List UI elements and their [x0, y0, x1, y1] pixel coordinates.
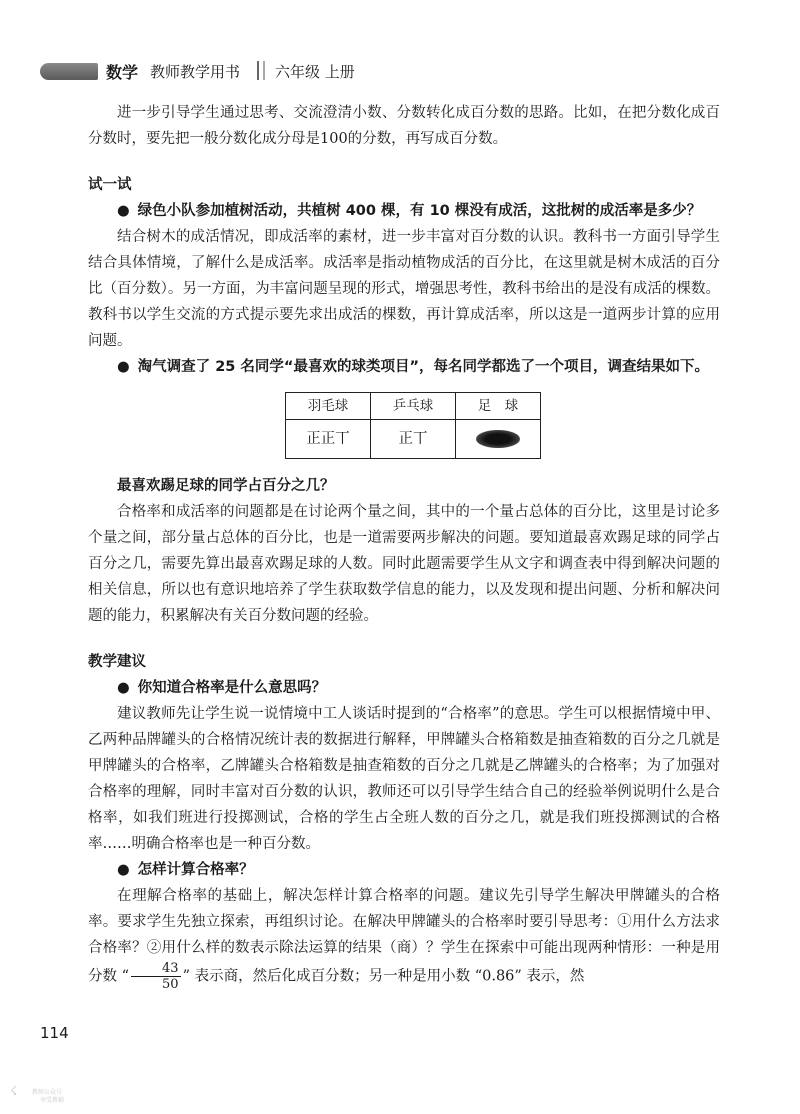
watermark-logo: ☇ 教师公众号 享受教辅: [10, 1084, 65, 1104]
advice-question-1-explanation: 建议教师先让学生说一说情境中工人谈话时提到的“合格率”的意思。学生可以根据情境中甲、乙两种品牌罐头的合格情况统计表的数据进行解释，甲牌罐头合格箱数是抽查箱数的百分之几就是甲牌罐头的合格率，乙牌罐头合格箱数是抽查箱数的百分之几就是乙牌罐头的合格率；为了加强对合格率的理解，同时丰富对百分数的认识，教师还可以引导学生结合自己的经验举例说明什么是合格率，如我们班进行投掷测试，合格的学生占全班人数的百分之几，就是我们班投掷测试的合格率……明确合格率也是一种百分数。: [88, 706, 720, 852]
try-question-2-explanation: 合格率和成活率的问题都是在讨论两个量之间，其中的一个量占总体的百分比，这里是讨论多个量之间，部分量占总体的百分比，也是一道需要两步解决的问题。要知道最喜欢踢足球的同学占百分之几，需要先算出最喜欢踢足球的人数。同时此题需要学生从文字和调查表中得到解决问题的相关信息，所以也有意识地培养了学生获取数学信息的能力，以及发现和提出问题、分析和解决问题的能力，积累解决有关百分数问题的经验。: [88, 504, 720, 624]
try-subquestion: 最喜欢踢足球的同学占百分之几？: [117, 478, 335, 494]
survey-header-pingpong: 乒乓球: [371, 393, 456, 420]
bullet-icon: ●: [117, 359, 130, 375]
header-grade: 六年级 上册: [275, 63, 355, 81]
page-content: [88, 100, 720, 992]
header-subject: 数学: [106, 63, 139, 82]
advice-question-1: [88, 675, 720, 701]
header-tab-decoration: [40, 63, 98, 80]
survey-header-football: 足 球: [456, 393, 541, 420]
advice-question-2-explanation: [88, 883, 720, 992]
survey-value-football: [456, 420, 541, 459]
survey-table-value-row: [286, 420, 541, 459]
header-separator: [257, 61, 265, 80]
try-section-title: 试一试: [88, 177, 132, 193]
try-question-2: [88, 354, 720, 380]
bullet-icon: ●: [117, 862, 130, 878]
running-header: [0, 56, 800, 86]
survey-value-pingpong: 正丅: [371, 420, 456, 459]
fraction-43-50: [131, 961, 181, 992]
header-book-title: 教师教学用书: [150, 63, 241, 81]
advice-question-1-text: 你知道合格率是什么意思吗？: [137, 680, 327, 696]
try-question-1-explanation: 结合树木的成活情况，即成活率的素材，进一步丰富对百分数的认识。教科书一方面引导学生结合具体情境，了解什么是成活率。成活率是指动植物成活的百分比，在这里就是树木成活的百分比（百分数）。另一方面，为丰富问题呈现的形式，增强思考性，教科书给出的是没有成活的棵数。教科书以学生交流的方式提示要先求出成活的棵数，再计算成活率，所以这是一道两步计算的应用问题。: [88, 229, 720, 349]
page-number: 114: [40, 1024, 69, 1042]
advice-section-title: 教学建议: [88, 654, 146, 670]
bullet-icon: ●: [117, 203, 130, 219]
ink-blot-obscured-value: [476, 430, 520, 448]
survey-table: [285, 392, 541, 459]
try-question-1: [88, 198, 720, 224]
survey-table-header-row: [286, 393, 541, 420]
fraction-denominator: 50: [162, 977, 179, 992]
survey-value-badminton: 正正丅: [286, 420, 371, 459]
try-question-2-text: 淘气调查了 25 名同学“最喜欢的球类项目”，每名同学都选了一个项目，调查结果如下。: [137, 359, 709, 375]
fraction-numerator: 43: [131, 961, 181, 977]
advice-question-2: [88, 857, 720, 883]
survey-header-badminton: 羽毛球: [286, 393, 371, 420]
intro-paragraph: 进一步引导学生通过思考、交流澄清小数、分数转化成百分数的思路。比如，在把分数化成百分数时，要先把一般分数化成分母是100的分数，再写成百分数。: [88, 105, 720, 147]
try-question-1-text: 绿色小队参加植树活动，共植树 400 棵，有 10 棵没有成活，这批树的成活率是多少？: [137, 203, 702, 219]
watermark-icon: ☇: [10, 1084, 18, 1099]
advice-question-2-text-before: 在理解合格率的基础上，解决怎样计算合格率的问题。建议先引导学生解决甲牌罐头的合格率。要求学生先独立探索，再组织讨论。在解决甲牌罐头的合格率时要引导思考：①用什么方法求合格率？②用什么样的数表示除法运算的结果（商）？学生在探索中可能出现两种情形：一种是用分数 “: [88, 888, 720, 985]
advice-question-2-text: 怎样计算合格率？: [137, 862, 254, 878]
advice-question-2-text-after: ” 表示商，然后化成百分数；另一种是用小数 “0.86” 表示，然: [182, 968, 585, 985]
bullet-icon: ●: [117, 680, 130, 696]
